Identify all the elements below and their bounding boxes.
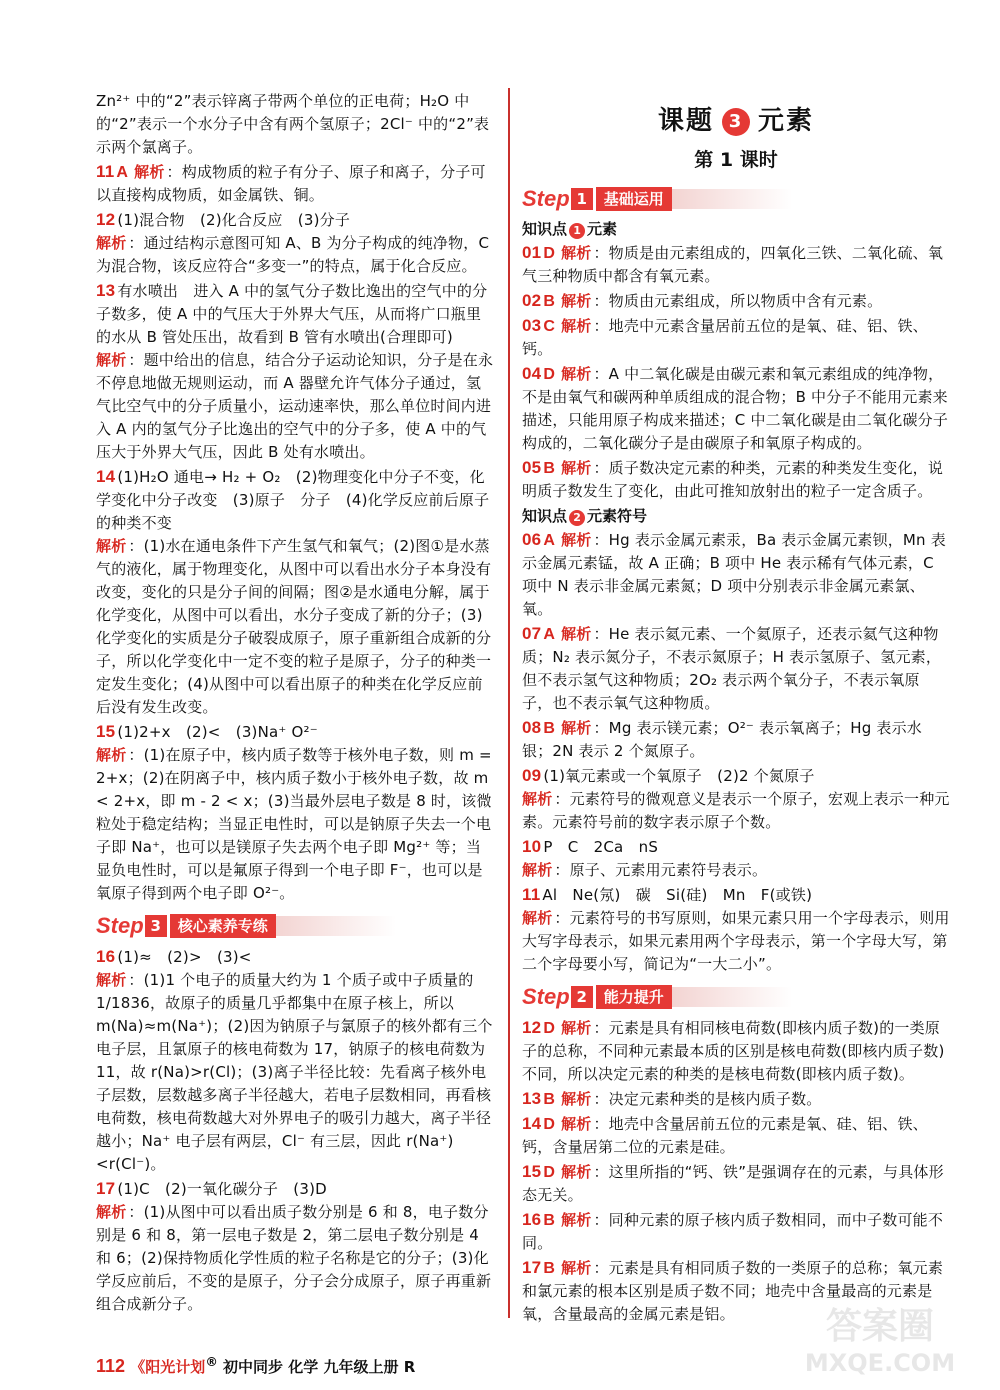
step-word: Step [522,984,570,1009]
analysis-text: ：(1)水在通电条件下产生氢气和氧气；(2)图①是水蒸气的液化，属于物理变化，从图中可以看出水分子本身没有改变，变化的只是分子间的间隔；图②是水通电分解，属于化学变化，从图中可以看出，水分子变成了新的分子；(3)化学变化的实质是分子破裂成原子，原子重新组合成新的分子，所以化学变化中一定不变的粒子是原子，分子的种类一定发生变化；(4)从图中可以看出原子的种类在化学反应前后没有发生改变。 [96,537,492,716]
step-word: Step [522,186,570,211]
analysis-label: 解析 [561,1115,592,1133]
step-decoration [276,916,396,936]
question-number: 17 [96,1179,116,1198]
question-06 [522,528,950,621]
question-16-right [522,1208,950,1255]
question-14 [96,465,496,719]
analysis-text: ：Mg 表示镁元素；O²⁻ 表示氧离子；Hg 表示水银；2N 表示 2 个氮原子。 [522,719,922,760]
book-title: 初中同步 化学 九年级上册 R [223,1358,416,1376]
answer-text: (1)C (2)一氧化碳分子 (3)D [117,1180,327,1198]
analysis-label: 解析 [134,163,165,181]
analysis-text: ：A 中二氧化碳是由碳元素和氧元素组成的纯净物，不是由氧气和碳两种单质组成的混合物；B 中分子不能用元素来描述，只能用原子构成来描述；C 中二氧化碳是由二氧化碳分子构成的，二氧化碳分子是由碳原子和氧原子构成的。 [522,365,949,452]
analysis-text: ：物质由元素组成，所以物质中含有元素。 [593,292,883,310]
analysis-label: 解析 [561,244,592,262]
answer-letter: D [543,366,556,383]
chevron-left-icon: 《 [130,1358,146,1376]
analysis-text: ：题中给出的信息，结合分子运动论知识，分子是在永不停息地做无规则运动，而 A 器壁允许气体分子通过，氢气比空气中的分子质量小，运动速率快，那么单位时间内进入 A 内的氢气分子比逸出的空气中的分子多，使 A 中的气压大于外界大气压，因此 B 处有水喷出。 [96,351,494,461]
analysis-label: 解析 [522,909,553,927]
question-11 [96,160,496,207]
answer-letter: C [543,318,556,335]
question-04 [522,362,950,455]
analysis-label: 解析 [561,625,592,643]
answer-letter: A [543,532,556,549]
analysis-text: ：地壳中含量居前五位的元素是氧、硅、铝、铁、钙，含量居第二位的元素是硅。 [522,1115,928,1156]
step-word: Step [96,913,144,938]
analysis-text: ：元素是具有相同质子数的一类原子的总称；氧元素和氯元素的根本区别是质子数不同；地壳中含量最高的元素是氧，含量最高的金属元素是铝。 [522,1259,944,1323]
analysis-text: ：决定元素种类的是核内质子数。 [593,1090,822,1108]
question-13-right [522,1087,950,1111]
page-number: 112 [96,1356,126,1376]
analysis-text: ：(1)从图中可以看出质子数分别是 6 和 8，电子数分别是 6 和 8，第一层电子数是 2，第二层电子数分别是 4 和 6；(2)保持物质化学性质的粒子名称是它的分子；(3)化学反应前后，不变的是原子，分子会分成原子，原子再重新组合成新分子。 [96,1203,492,1313]
analysis-label: 解析 [522,790,553,808]
analysis-text: ：原子、元素用元素符号表示。 [554,861,768,879]
answer-letter: B [543,293,556,310]
question-11-right [522,883,950,976]
question-number: 11 [96,162,115,181]
answer-letter: D [543,1164,556,1181]
question-number: 12 [96,210,116,229]
question-01 [522,241,950,288]
analysis-text: ：元素是具有相同核电荷数(即核内质子数)的一类原子的总称，不同种元素最本质的区别是核电荷数(即核内质子数)不同，所以决定元素的种类的是核电荷数(即核内质子数)。 [522,1019,945,1083]
analysis-text: ：质子数决定元素的种类，元素的种类发生变化，说明质子数发生了变化，由此可推知放射出的粒子一定含质子。 [522,459,944,500]
step-decoration [672,189,792,209]
page-footer [96,1354,415,1377]
brand-name: 阳光计划 [145,1358,206,1376]
watermark-text: 答案圈 [825,1306,934,1347]
intro-text: Zn²⁺ 中的“2”表示锌离子带两个单位的正电荷；H₂O 中的“2”表示一个水分子中含有两个氢原子；2Cl⁻ 中的“2”表示两个氯离子。 [96,92,490,156]
question-number: 03 [522,316,542,335]
registered-mark: ® [205,1354,218,1369]
kp-prefix: 知识点 [522,507,568,525]
question-number: 17 [522,1258,542,1277]
watermark-logo [800,1305,960,1385]
answer-letter: D [543,1116,556,1133]
analysis-text: ：Hg 表示金属元素汞，Ba 表示金属元素钡，Mn 表示金属元素锰，故 A 正确；B 项中 He 表示稀有气体元素，C 项中 N 表示非金属元素氮；D 项中分别表示非金属元素氯、氧。 [522,531,946,618]
analysis-label: 解析 [561,365,592,383]
question-05 [522,456,950,503]
step-title: 基础运用 [596,187,672,211]
kp-title: 元素符号 [587,507,648,525]
question-number: 10 [522,837,542,856]
answer-letter: A [116,164,129,181]
kp-title: 元素 [587,220,618,238]
question-number: 16 [96,947,116,966]
analysis-label: 解析 [561,719,592,737]
left-column [96,90,496,1316]
answer-text: (1)2+x (2)< (3)Na⁺ O²⁻ [117,723,318,741]
answer-letter: D [543,245,556,262]
answer-text: (1)混合物 (2)化合反应 (3)分子 [117,211,351,229]
answer-letter: B [543,720,556,737]
answer-letter: D [543,1020,556,1037]
heading-title: 元素 [758,106,815,136]
analysis-label: 解析 [96,537,127,555]
analysis-text: ：(1)在原子中，核内质子数等于核外电子数，则 m = 2+x；(2)在阴离子中，核内质子数小于核外电子数，故 m < 2+x，即 m - 2 < x；(3)当最外层电子数是 8 时，该微粒处于稳定结构；当显正电性时，可以是钠原子失去一个电子即 Na⁺，也可以是镁原子失去两个电子即 Mg²⁺ 等；当显负电性时，可以是氟原子得到一个电子即 F⁻，也可以是氧原子得到两个电子即 O²⁻。 [96,746,492,902]
question-07 [522,622,950,715]
analysis-text: ：元素符号的微观意义是表示一个原子，宏观上表示一种元素。元素符号前的数字表示原子个数。 [522,790,950,831]
analysis-label: 解析 [561,1163,592,1181]
question-13 [96,279,496,464]
step-decoration [672,987,792,1007]
question-02 [522,289,950,313]
analysis-label: 解析 [561,531,592,549]
answer-letter: B [543,1091,556,1108]
answer-letter: B [543,460,556,477]
question-number: 14 [96,467,116,486]
analysis-text: ：(1)1 个电子的质量大约为 1 个质子或中子质量的 1/1836，故原子的质量几乎都集中在原子核上，所以 m(Na)≈m(Na⁺)；(2)因为钠原子与氯原子的核外都有三个电子层，且氯原子的核电荷数为 17，钠原子的核电荷数为 11，故 r(Na)>r(Cl)；(3)离子半径比较：先看离子核外电子层数，层数越多离子半径越大，若电子层数相同，再看核电荷数，核电荷数越大对外界电子的吸引力越大，离子半径越小；Na⁺ 电子层有两层，Cl⁻ 有三层，因此 r(Na⁺)<r(Cl⁻)。 [96,971,493,1173]
question-number: 06 [522,530,542,549]
analysis-label: 解析 [561,459,592,477]
analysis-label: 解析 [561,1090,592,1108]
answer-letter: A [543,626,556,643]
step-3-header [96,911,496,941]
question-number: 15 [96,722,116,741]
knowledge-point-2 [522,505,950,526]
analysis-label: 解析 [522,861,553,879]
step-number-badge: 2 [571,986,593,1008]
heading-prefix: 课题 [657,106,714,136]
question-08 [522,716,950,763]
right-column [522,90,950,1326]
question-17 [96,1177,496,1316]
analysis-label: 解析 [561,317,592,335]
analysis-text: ：同种元素的原子核内质子数相同，而中子数可能不同。 [522,1211,944,1252]
analysis-text: ：这里所指的“钙、铁”是强调存在的元素，与具体形态无关。 [522,1163,944,1204]
question-09 [522,764,950,834]
question-03 [522,314,950,361]
analysis-text: ：通过结构示意图可知 A、B 为分子构成的纯净物，C 为混合物，该反应符合“多变一”的特点，属于化合反应。 [96,234,490,275]
analysis-label: 解析 [96,234,127,252]
answer-text: (1)H₂O 通电→ H₂ + O₂ (2)物理变化中分子不变，化学变化中分子改变 (3)原子 分子 (4)化学反应前后原子的种类不变 [96,468,490,532]
analysis-text: ：元素符号的书写原则，如果元素只用一个字母表示，则用大写字母表示，如果元素用两个字母表示，第一个字母大写，第二个字母要小写，简记为“一大二小”。 [522,909,950,973]
answer-letter: B [543,1212,556,1229]
question-15-right [522,1160,950,1207]
question-16 [96,945,496,1176]
watermark-url: MXQE.COM [804,1349,956,1377]
question-12 [96,208,496,278]
analysis-label: 解析 [96,971,127,989]
step-title: 核心素养专练 [170,914,276,938]
analysis-label: 解析 [561,292,592,310]
step-1-header [522,184,950,214]
knowledge-point-1 [522,218,950,239]
step-number-badge: 3 [145,915,167,937]
column-divider [508,88,510,1318]
question-number: 15 [522,1162,542,1181]
question-number: 14 [522,1114,542,1133]
analysis-text: ：构成物质的粒子有分子、原子和离子，分子可以直接构成物质，如金属铁、铜。 [96,163,486,204]
analysis-label: 解析 [96,351,127,369]
analysis-label: 解析 [561,1211,592,1229]
analysis-text: ：物质是由元素组成的，四氧化三铁、二氧化硫、氧气三种物质中都含有氧元素。 [522,244,944,285]
kp-prefix: 知识点 [522,220,568,238]
kp-number-badge: 1 [569,223,585,239]
question-number: 04 [522,364,542,383]
answer-text: Al Ne(氖) 碳 Si(硅) Mn F(或铁) [542,886,813,904]
question-number: 01 [522,243,542,262]
step-2-header [522,982,950,1012]
lesson-subheading: 第 1 课时 [694,149,778,171]
answer-letter: B [543,1260,556,1277]
question-14-right [522,1112,950,1159]
analysis-label: 解析 [96,746,127,764]
analysis-label: 解析 [96,1203,127,1221]
question-number: 13 [96,281,116,300]
lesson-heading [522,100,950,137]
question-12-right [522,1016,950,1086]
question-15 [96,720,496,905]
answer-text: (1)≈ (2)> (3)< [117,948,252,966]
answer-text: P C 2Ca nS [543,838,659,856]
heading-number-badge: 3 [722,108,750,136]
question-number: 13 [522,1089,542,1108]
question-number: 16 [522,1210,542,1229]
question-number: 08 [522,718,542,737]
question-10 [522,835,950,882]
analysis-text: ：He 表示氦元素、一个氦原子，还表示氦气这种物质；N₂ 表示氮分子，不表示氮原子；H 表示氢原子、氢元素，但不表示氢气这种物质；2O₂ 表示两个氧分子，不表示氧原子，也不表示氧气这种物质。 [522,625,942,712]
question-number: 11 [522,885,541,904]
question-number: 12 [522,1018,542,1037]
step-title: 能力提升 [596,985,672,1009]
question-number: 05 [522,458,542,477]
answer-text: (1)氧元素或一个氧原子 (2)2 个氮原子 [543,767,815,785]
question-number: 07 [522,624,542,643]
kp-number-badge: 2 [569,510,585,526]
question-number: 09 [522,766,542,785]
analysis-label: 解析 [561,1259,592,1277]
analysis-text: ：地壳中元素含量居前五位的是氧、硅、铝、铁、钙。 [522,317,928,358]
step-number-badge: 1 [571,188,593,210]
question-number: 02 [522,291,542,310]
analysis-label: 解析 [561,1019,592,1037]
answer-text: 有水喷出 进入 A 中的氢气分子数比逸出的空气中的分子数多，使 A 中的气压大于外界大气压，从而将广口瓶里的水从 B 管处压出，故看到 B 管有水喷出(合理即可) [96,282,488,346]
